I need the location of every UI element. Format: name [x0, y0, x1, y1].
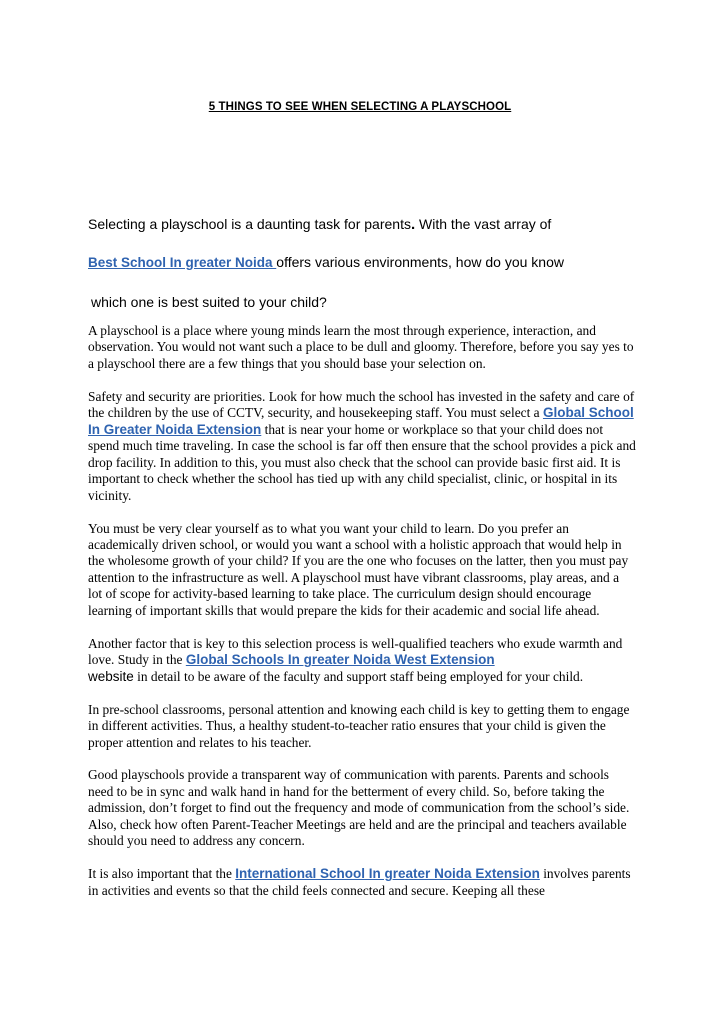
paragraph-7-end: involves parents in activities and events so that the child feels connected and secure. Keeping all these: [88, 866, 631, 898]
paragraph-4-end: in detail to be aware of the faculty and support staff being employed for your child.: [133, 668, 584, 684]
paragraph-7-start: It is also important that the: [88, 866, 236, 882]
paragraph-7: [88, 866, 636, 899]
paragraph-4-website-word: website: [88, 668, 134, 684]
intro-line-2: [88, 254, 648, 270]
document-body: [88, 323, 636, 916]
intro-line-1: [88, 216, 648, 233]
intro-line-1-period: .: [410, 216, 416, 233]
paragraph-3: You must be very clear yourself as to what you want your child to learn. Do you prefer an academically driven school, or would you want a school with a holistic approach that would help in the wholesome growth of your child? If you are the one who focuses on the latter, then you must pay attention to the infrastructure as well. A playschool must have vibrant classrooms, play areas, and a lot of scope for activity-based learning to take place. The curriculum design should encourage learning of important skills that would prepare the kids for their academic and social life ahead.: [88, 520, 629, 618]
paragraph-1: A playschool is a place where young minds learn the most through experience, interaction, and observation. You would not want such a place to be dull and gloomy. Therefore, before you say yes to a playschool there are a few things that you should base your selection on.: [88, 323, 634, 371]
paragraph-2-start: Safety and security are priorities. Look for how much the school has invested in the safety and care of the children by the use of CCTV, security, and housekeeping staff. You must select a: [88, 388, 635, 421]
paragraph-4-start: Another factor that is key to this selection process is well-qualified teachers who exude warmth and love. Study in the: [88, 635, 623, 668]
intro-line-1-tail: With the vast array of: [415, 216, 552, 232]
international-school-link[interactable]: International School In greater Noida Extension: [235, 866, 540, 882]
paragraph-6: Good playschools provide a transparent way of communication with parents. Parents and schools need to be in sync and walk hand in hand for the betterment of every child. So, before taking the admission, don’t forget to find out the frequency and mode of communication from the school’s side. Also, check how often Parent-Teacher Meetings are held and are the principal and teachers available should you need to address any concern.: [88, 767, 630, 849]
paragraph-4: [88, 636, 636, 685]
paragraph-2: [88, 389, 636, 504]
intro-line-1-text: Selecting a playschool is a daunting task for parents: [88, 216, 411, 232]
best-school-link[interactable]: Best School In greater Noida: [88, 255, 277, 270]
document-title: 5 THINGS TO SEE WHEN SELECTING A PLAYSCHOOL: [208, 101, 512, 113]
global-school-link[interactable]: Global School In Greater Noida Extension: [88, 405, 634, 437]
global-schools-west-link[interactable]: Global Schools In greater Noida West Extension: [185, 652, 495, 668]
paragraph-2-end: that is near your home or workplace so that your child does not spend much time traveling. In case the school is far off then ensure that the school provides a pick and drop facility. In addition to this, you must also check that the school can provide basic first aid. It is important to check whether the school has tied up with any child specialist, clinic, or hospital in its vicinity.: [88, 421, 636, 503]
paragraph-5: In pre-school classrooms, personal attention and knowing each child is key to getting them to engage in different activities. Thus, a healthy student-to-teacher ratio ensures that your child is given the proper attention and relates to his teacher.: [88, 701, 630, 750]
intro-line-3: which one is best suited to your child?: [91, 294, 327, 310]
intro-line-2-tail: offers various environments, how do you know: [276, 254, 564, 270]
